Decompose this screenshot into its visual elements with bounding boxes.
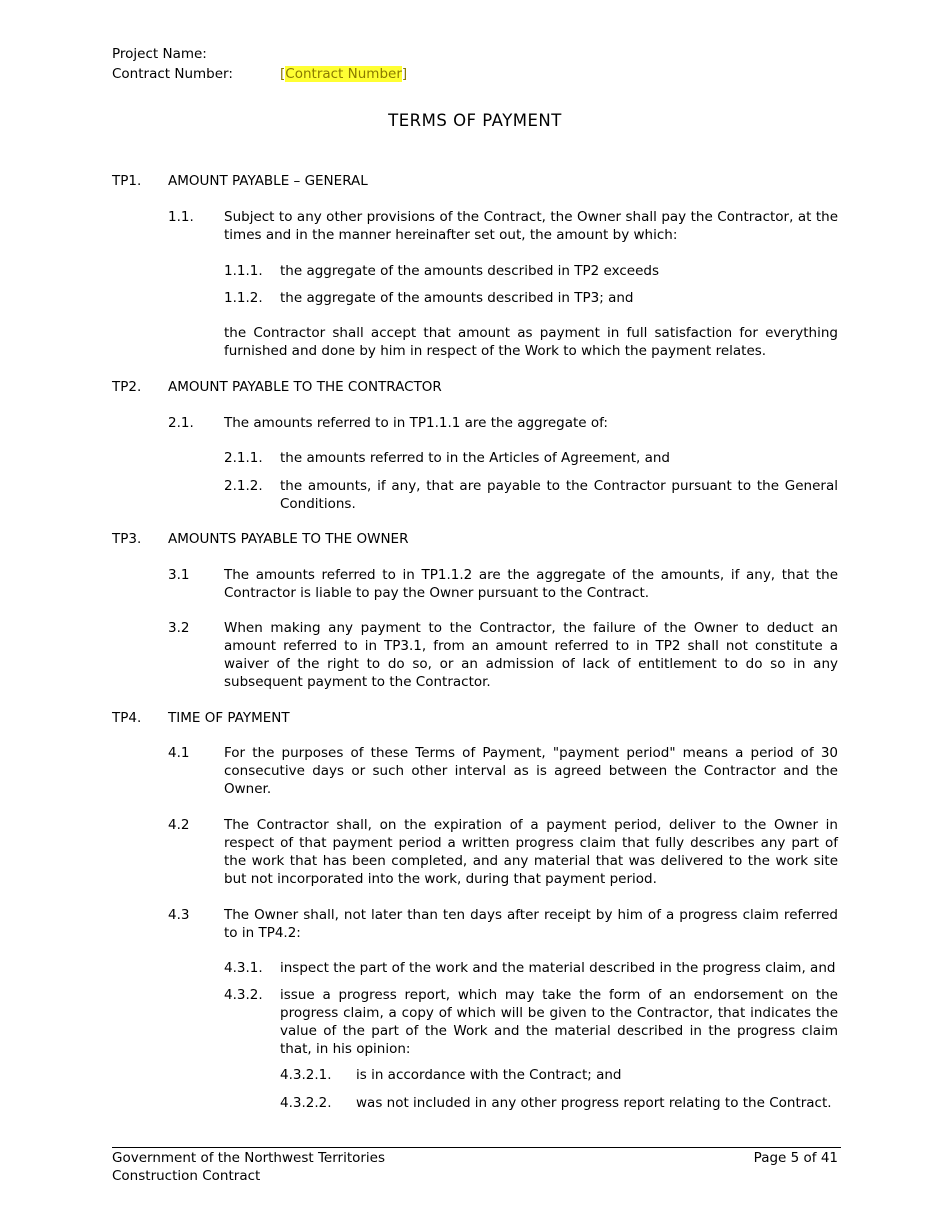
subclause-number: 2.1.2. xyxy=(224,478,263,494)
bracket-close: ] xyxy=(401,66,408,82)
clause-text: The amounts referred to in TP1.1.1 are the aggregate of: xyxy=(224,415,608,431)
footer-document-type: Construction Contract xyxy=(112,1168,261,1184)
subsubclause-number: 4.3.2.2. xyxy=(280,1095,332,1111)
clause-number: 3.1 xyxy=(168,567,190,583)
subsubclause-text: was not included in any other progress report relating to the Contract. xyxy=(356,1095,832,1111)
tp4-number: TP4. xyxy=(112,710,142,726)
subclause-text: the aggregate of the amounts described in TP2 exceeds xyxy=(280,263,660,279)
subclause-text: the amounts referred to in the Articles of Agreement, and xyxy=(280,450,670,466)
clause-number: 4.3 xyxy=(168,907,190,923)
tp2-number: TP2. xyxy=(112,379,142,395)
contract-number-placeholder: Contract Number xyxy=(285,66,402,82)
clause-number: 1.1. xyxy=(168,209,194,225)
subclause-number: 1.1.2. xyxy=(224,290,263,306)
subclause-number: 1.1.1. xyxy=(224,263,263,279)
project-name-label: Project Name: xyxy=(112,46,207,62)
subclause-number: 4.3.1. xyxy=(224,960,263,976)
clause-number: 2.1. xyxy=(168,415,194,431)
tp3-heading: AMOUNTS PAYABLE TO THE OWNER xyxy=(168,531,409,547)
tp1-number: TP1. xyxy=(112,173,142,189)
contract-number-label: Contract Number: xyxy=(112,66,233,82)
bracket-open: [ xyxy=(280,66,286,82)
clause-text: For the purposes of these Terms of Payment, "payment period" means a period of 30 consecutive days or such other interval as is agreed between the Contractor and the Owner. xyxy=(224,745,838,797)
footer-organization: Government of the Northwest Territories xyxy=(112,1150,386,1166)
page-title: TERMS OF PAYMENT xyxy=(388,111,562,130)
subclause-text: issue a progress report, which may take the form of an endorsement on the progress claim, a copy of which will be given to the Contractor, that indicates the value of the part of the Work and the material described in the progress claim that, in his opinion: xyxy=(280,987,838,1057)
clause-text: Subject to any other provisions of the Contract, the Owner shall pay the Contractor, at the times and in the manner hereinafter set out, the amount by which: xyxy=(224,209,838,243)
footer-divider xyxy=(112,1147,841,1148)
clause-number: 4.2 xyxy=(168,817,190,833)
clause-text: The Contractor shall, on the expiration of a payment period, deliver to the Owner in respect of that payment period a written progress claim that fully describes any part of the work that has been completed, and any material that was delivered to the work site but not incorporated into the work, during that payment period. xyxy=(224,817,838,887)
tp3-number: TP3. xyxy=(112,531,142,547)
subclause-number: 2.1.1. xyxy=(224,450,263,466)
tp4-heading: TIME OF PAYMENT xyxy=(168,710,290,726)
clause-number: 3.2 xyxy=(168,620,190,636)
clause-text: When making any payment to the Contractor, the failure of the Owner to deduct an amount referred to in TP3.1, from an amount referred to in TP2 shall not constitute a waiver of the right to do so, or an admission of lack of entitlement to do so in any subsequent payment to the Contractor. xyxy=(224,620,838,690)
subclause-number: 4.3.2. xyxy=(224,987,263,1003)
clause-text: The Owner shall, not later than ten days after receipt by him of a progress claim referred to in TP4.2: xyxy=(224,907,838,941)
tp2-heading: AMOUNT PAYABLE TO THE CONTRACTOR xyxy=(168,379,442,395)
subsubclause-text: is in accordance with the Contract; and xyxy=(356,1067,622,1083)
contract-number-field[interactable] xyxy=(280,65,407,83)
subclause-text: inspect the part of the work and the material described in the progress claim, and xyxy=(280,960,836,976)
subclause-text: the aggregate of the amounts described in TP3; and xyxy=(280,290,634,306)
clause-text: The amounts referred to in TP1.1.2 are the aggregate of the amounts, if any, that the Contractor is liable to pay the Owner pursuant to the Contract. xyxy=(224,567,838,601)
subsubclause-number: 4.3.2.1. xyxy=(280,1067,332,1083)
subclause-text: the amounts, if any, that are payable to the Contractor pursuant to the General Conditions. xyxy=(280,478,838,512)
clause-closing-text: the Contractor shall accept that amount as payment in full satisfaction for everything furnished and done by him in respect of the Work to which the payment relates. xyxy=(224,325,838,359)
page-number: Page 5 of 41 xyxy=(753,1150,838,1166)
tp1-heading: AMOUNT PAYABLE – GENERAL xyxy=(168,173,368,189)
clause-number: 4.1 xyxy=(168,745,190,761)
